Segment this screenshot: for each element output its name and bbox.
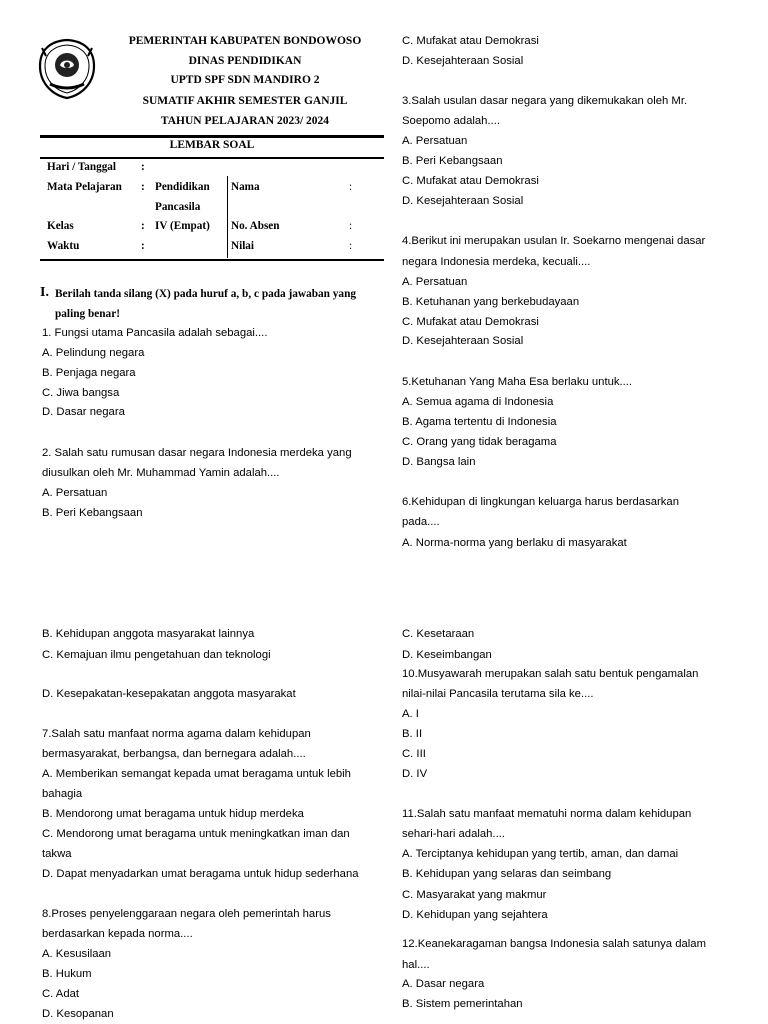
q8-option-b: B. Hukum — [42, 968, 92, 980]
q6-option-d: D. Kesepakatan-kesepakatan anggota masyarakat — [42, 688, 296, 700]
header-line-4: SUMATIF AKHIR SEMESTER GANJIL — [142, 95, 348, 107]
q1-option-c: C. Jiwa bangsa — [42, 387, 120, 399]
q11-option-d: D. Kehidupan yang sejahtera — [402, 909, 548, 921]
question-11-line-1: 11.Salah satu manfaat mematuhi norma dalam kehidupan — [402, 808, 692, 820]
regency-seal-logo — [36, 38, 98, 100]
q6-option-c: C. Kemajuan ilmu pengetahuan dan teknologi — [42, 649, 271, 661]
question-6-line-2: pada.... — [402, 516, 440, 528]
value-mapel-2: Pancasila — [155, 201, 201, 213]
q8-option-a: A. Kesusilaan — [42, 948, 112, 960]
question-5: 5.Ketuhanan Yang Maha Esa berlaku untuk.... — [402, 376, 633, 388]
q8-option-d: D. Kesopanan — [42, 1008, 114, 1020]
q12-option-b: B. Sistem pemerintahan — [402, 998, 523, 1010]
q1-option-b: B. Penjaga negara — [42, 367, 136, 379]
label-nama: Nama — [231, 181, 260, 193]
q11-option-a: A. Terciptanya kehidupan yang tertib, aman, dan damai — [402, 848, 679, 860]
colon-kelas: : — [141, 220, 145, 232]
q3-option-b: B. Peri Kebangsaan — [402, 155, 503, 167]
question-12-line-2: hal.... — [402, 959, 430, 971]
header-line-1: PEMERINTAH KABUPATEN BONDOWOSO — [128, 35, 362, 47]
header-line-3: UPTD SPF SDN MANDIRO 2 — [170, 74, 320, 86]
question-10-line-1: 10.Musyawarah merupakan salah satu bentuk pengamalan — [402, 668, 699, 680]
colon-waktu: : — [141, 240, 145, 252]
q4-option-b: B. Ketuhanan yang berkebudayaan — [402, 296, 580, 308]
q5-option-d: D. Bangsa lain — [402, 456, 476, 468]
label-mata-pelajaran: Mata Pelajaran — [47, 181, 122, 193]
question-7-line-2: bermasyarakat, berbangsa, dan bernegara adalah.... — [42, 748, 306, 760]
value-mapel-1: Pendidikan — [155, 181, 210, 193]
header-line-2: DINAS PENDIDIKAN — [188, 55, 302, 67]
q4-option-c: C. Mufakat atau Demokrasi — [402, 316, 539, 328]
question-2-line-1: 2. Salah satu rumusan dasar negara Indonesia merdeka yang — [42, 447, 352, 459]
section-numeral: I. — [40, 285, 49, 300]
q1-option-d: D. Dasar negara — [42, 406, 125, 418]
q7-option-a-line-2: bahagia — [42, 788, 83, 800]
question-11-line-2: sehari-hari adalah.... — [402, 828, 505, 840]
q7-option-c-line-2: takwa — [42, 848, 72, 860]
question-7-line-1: 7.Salah satu manfaat norma agama dalam kehidupan — [42, 728, 311, 740]
q10-option-c: C. III — [402, 748, 426, 760]
q10-option-b: B. II — [402, 728, 423, 740]
q1-option-a: A. Pelindung negara — [42, 347, 145, 359]
q6-option-a: A. Norma-norma yang berlaku di masyarakat — [402, 537, 627, 549]
label-waktu: Waktu — [47, 240, 80, 252]
q8-option-c: C. Adat — [42, 988, 80, 1000]
q2-option-d: D. Kesejahteraan Sosial — [402, 55, 524, 67]
colon-mapel: : — [141, 181, 145, 193]
q5-option-b: B. Agama tertentu di Indonesia — [402, 416, 557, 428]
question-2-line-2: diusulkan oleh Mr. Muhammad Yamin adalah.... — [42, 467, 280, 479]
sheet-title: LEMBAR SOAL — [169, 139, 255, 151]
q4-option-a: A. Persatuan — [402, 276, 468, 288]
colon-hari: : — [141, 161, 145, 173]
question-4-line-1: 4.Berikut ini merupakan usulan Ir. Soekarno mengenai dasar — [402, 235, 706, 247]
question-3-line-2: Soepomo adalah.... — [402, 115, 500, 127]
q11-option-b: B. Kehidupan yang selaras dan seimbang — [402, 868, 612, 880]
colon-absen: : — [349, 220, 353, 232]
label-hari-tanggal: Hari / Tanggal — [47, 161, 117, 173]
q3-option-d: D. Kesejahteraan Sosial — [402, 195, 524, 207]
question-3-line-1: 3.Salah usulan dasar negara yang dikemukakan oleh Mr. — [402, 95, 688, 107]
header-rule-thin — [40, 157, 384, 159]
header-line-5: TAHUN PELAJARAN 2023/ 2024 — [160, 115, 330, 127]
question-8-line-2: berdasarkan kepada norma.... — [42, 928, 193, 940]
q12-option-a: A. Dasar negara — [402, 978, 485, 990]
q2-option-b: B. Peri Kebangsaan — [42, 507, 143, 519]
colon-nilai: : — [349, 240, 353, 252]
q10-option-a: A. I — [402, 708, 419, 720]
q7-option-d: D. Dapat menyadarkan umat beragama untuk hidup sederhana — [42, 868, 359, 880]
label-kelas: Kelas — [47, 220, 74, 232]
q9-option-d: D. Keseimbangan — [402, 649, 492, 661]
q2-option-c: C. Mufakat atau Demokrasi — [402, 35, 539, 47]
q7-option-a-line-1: A. Memberikan semangat kepada umat beragama untuk lebih — [42, 768, 351, 780]
question-8-line-1: 8.Proses penyelenggaraan negara oleh pemerintah harus — [42, 908, 331, 920]
q5-option-c: C. Orang yang tidak beragama — [402, 436, 557, 448]
info-table-bottom-rule — [40, 259, 384, 261]
question-6-line-1: 6.Kehidupan di lingkungan keluarga harus berdasarkan — [402, 496, 679, 508]
question-10-line-2: nilai-nilai Pancasila terutama sila ke.... — [402, 688, 594, 700]
section-instruction-line-1: Berilah tanda silang (X) pada huruf a, b, c pada jawaban yang — [55, 288, 357, 300]
q6-option-b: B. Kehidupan anggota masyarakat lainnya — [42, 628, 255, 640]
question-12-line-1: 12.Keanekaragaman bangsa Indonesia salah satunya dalam — [402, 938, 706, 950]
q10-option-d: D. IV — [402, 768, 428, 780]
q4-option-d: D. Kesejahteraan Sosial — [402, 335, 524, 347]
info-table-divider — [227, 176, 228, 258]
header-rule-thick — [40, 135, 384, 138]
q2-option-a: A. Persatuan — [42, 487, 108, 499]
colon-nama: : — [349, 181, 353, 193]
q3-option-a: A. Persatuan — [402, 135, 468, 147]
question-1: 1. Fungsi utama Pancasila adalah sebagai.... — [42, 327, 268, 339]
label-nilai: Nilai — [231, 240, 254, 252]
q7-option-c-line-1: C. Mendorong umat beragama untuk meningkatkan iman dan — [42, 828, 350, 840]
section-instruction-line-2: paling benar! — [55, 308, 120, 320]
q7-option-b: B. Mendorong umat beragama untuk hidup merdeka — [42, 808, 304, 820]
q3-option-c: C. Mufakat atau Demokrasi — [402, 175, 539, 187]
question-4-line-2: negara Indonesia merdeka, kecuali.... — [402, 256, 591, 268]
q5-option-a: A. Semua agama di Indonesia — [402, 396, 554, 408]
value-kelas: IV (Empat) — [155, 220, 210, 232]
q9-option-c: C. Kesetaraan — [402, 628, 475, 640]
q11-option-c: C. Masyarakat yang makmur — [402, 889, 547, 901]
label-no-absen: No. Absen — [231, 220, 280, 232]
